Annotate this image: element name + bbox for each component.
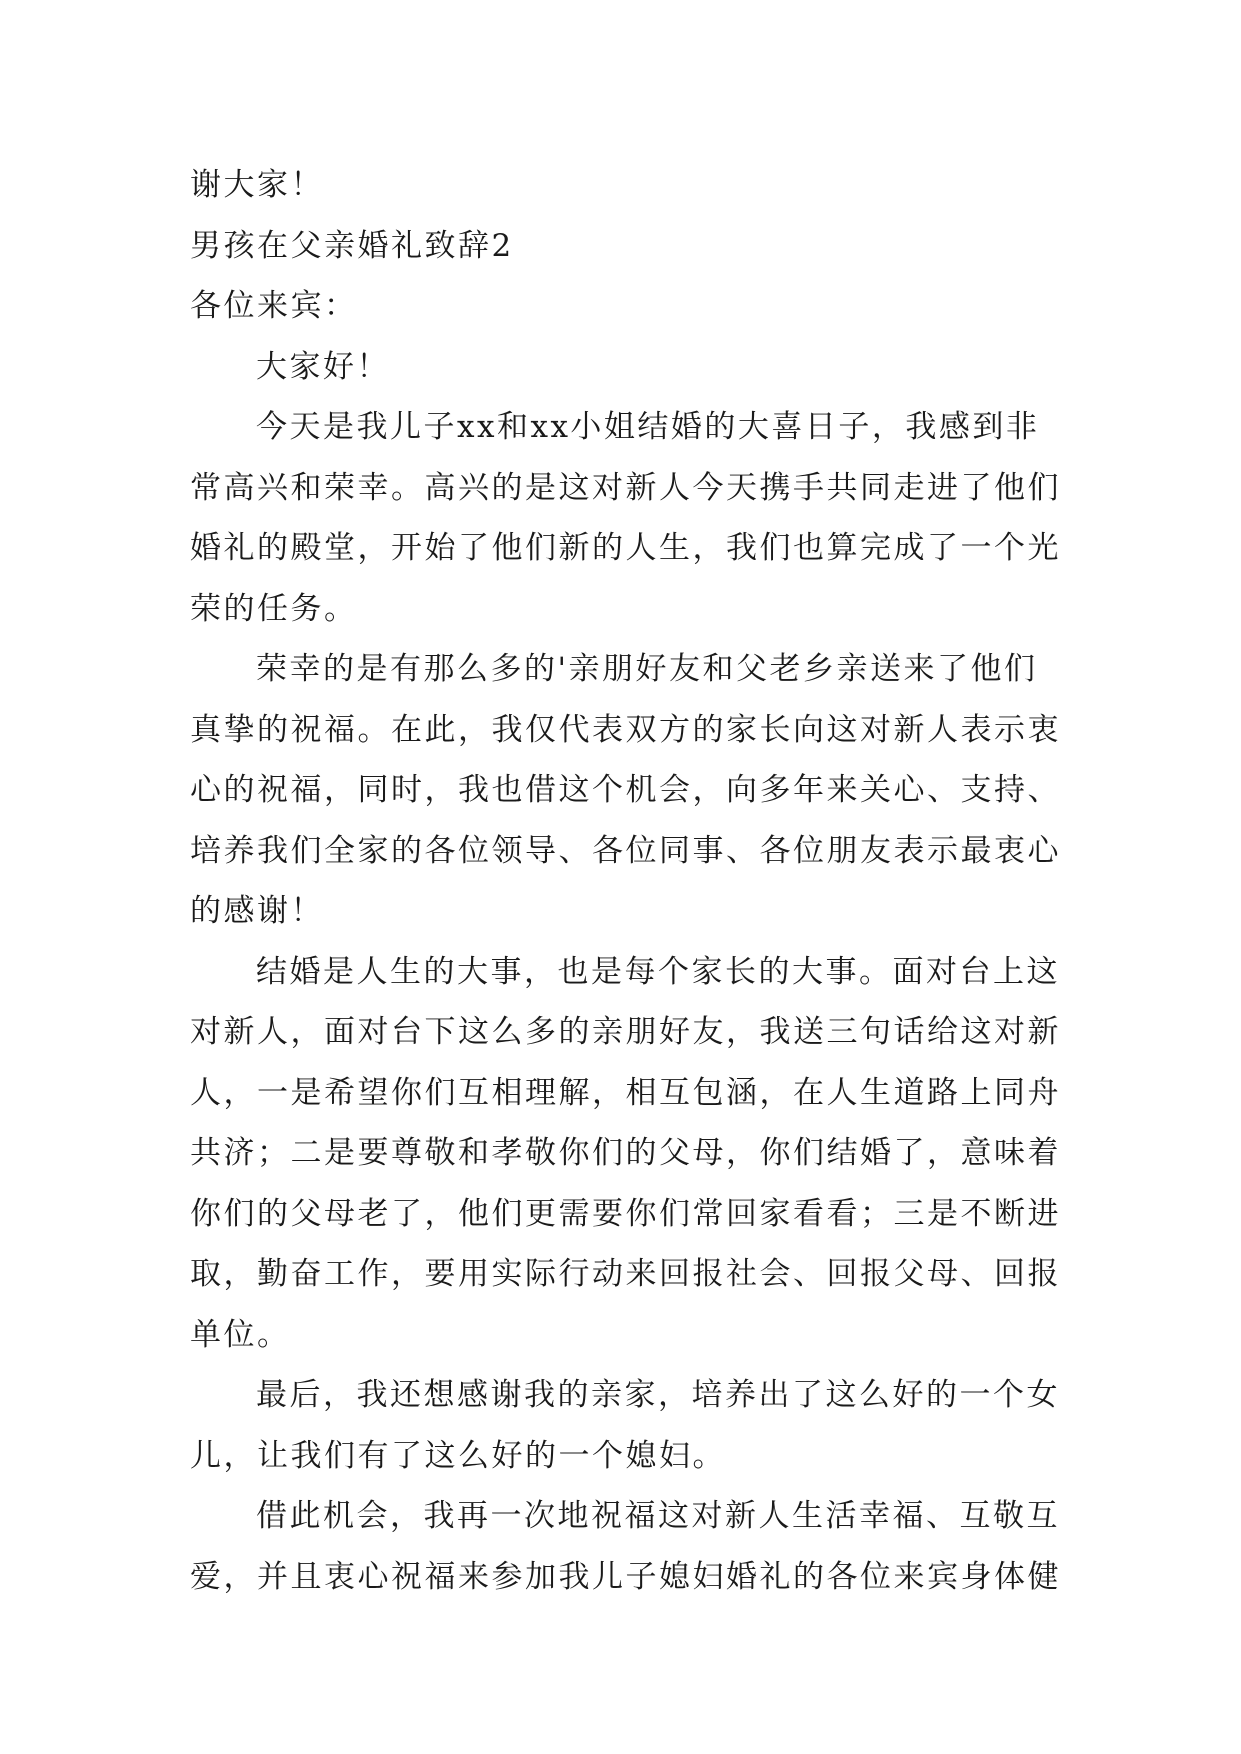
text-line: 儿，让我们有了这么好的一个媳妇。 xyxy=(190,1437,726,1474)
text-line: 荣的任务。 xyxy=(190,590,358,627)
text-line: 今天是我儿子xx和xx小姐结婚的大喜日子，我感到非 xyxy=(256,409,1040,445)
text-line: 培养我们全家的各位领导、各位同事、各位朋友表示最衷心 xyxy=(190,832,1061,869)
text-line: 你们的父母老了，他们更需要你们常回家看看；三是不断进 xyxy=(190,1195,1061,1232)
text-line: 单位。 xyxy=(190,1316,291,1353)
text-line: 荣幸的是有那么多的'亲朋好友和父老乡亲送来了他们 xyxy=(256,651,1038,687)
text-line: 真挚的祝福。在此，我仅代表双方的家长向这对新人表示衷 xyxy=(190,711,1061,748)
text-line: 最后，我还想感谢我的亲家，培养出了这么好的一个女 xyxy=(256,1377,1060,1413)
document-body xyxy=(190,155,1060,1607)
section-title: 男孩在父亲婚礼致辞2 xyxy=(190,227,514,264)
text-line: 爱，并且衷心祝福来参加我儿子媳妇婚礼的各位来宾身体健 xyxy=(190,1558,1061,1595)
text-line: 婚礼的殿堂，开始了他们新的人生，我们也算完成了一个光 xyxy=(190,530,1061,566)
text-line: 人，一是希望你们互相理解，相互包涵，在人生道路上同舟 xyxy=(190,1074,1061,1111)
text-line: 对新人，面对台下这么多的亲朋好友，我送三句话给这对新 xyxy=(190,1014,1061,1050)
text-line: 借此机会，我再一次地祝福这对新人生活幸福、互敬互 xyxy=(256,1498,1060,1534)
salutation: 各位来宾： xyxy=(190,288,358,324)
text-line: 常高兴和荣幸。高兴的是这对新人今天携手共同走进了他们 xyxy=(190,469,1061,506)
text-line: 的感谢！ xyxy=(190,893,324,929)
text-line: 结婚是人生的大事，也是每个家长的大事。面对台上这 xyxy=(256,953,1060,990)
text-line: 谢大家！ xyxy=(190,167,324,203)
text-line: 心的祝福，同时，我也借这个机会，向多年来关心、支持、 xyxy=(190,772,1061,808)
text-line: 取，勤奋工作，要用实际行动来回报社会、回报父母、回报 xyxy=(190,1256,1061,1292)
text-line: 共济；二是要尊敬和孝敬你们的父母，你们结婚了，意味着 xyxy=(190,1135,1061,1171)
greeting: 大家好！ xyxy=(256,348,390,385)
